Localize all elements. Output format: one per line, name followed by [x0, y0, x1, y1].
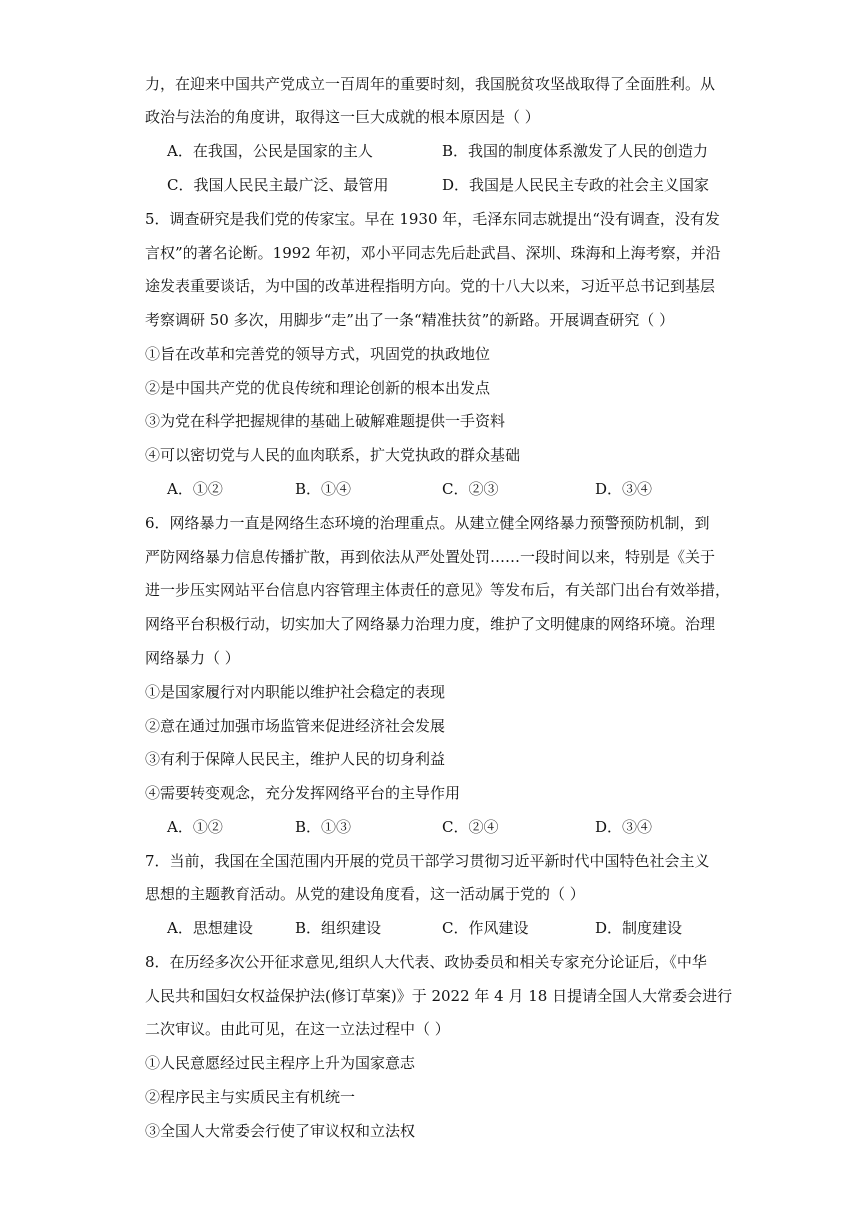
q5-option-c: C．②③: [442, 480, 499, 498]
q8-item-1: ①人民意愿经过民主程序上升为国家意志: [145, 1054, 416, 1072]
q8-stem-line: 人民共和国妇女权益保护法(修订草案)》于 2022 年 4 月 18 日提请全国人大常委会进行: [145, 987, 733, 1005]
q5-item-2: ②是中国共产党的优良传统和理论创新的根本出发点: [145, 379, 491, 397]
q6-item-1: ①是国家履行对内职能以维护社会稳定的表现: [145, 683, 446, 701]
q6-stem-line: 严防网络暴力信息传播扩散，再到依法从严处置处罚……一段时间以来，特别是《关于: [145, 548, 716, 566]
q8-stem-line: 二次审议。由此可见，在这一立法过程中（ ）: [145, 1020, 450, 1038]
q4-options-row: [145, 175, 725, 195]
q5-option-a: A．①②: [167, 480, 223, 498]
q5-item-4: ④可以密切党与人民的血肉联系，扩大党执政的群众基础: [145, 446, 521, 464]
q7-option-a: A．思想建设: [167, 919, 253, 937]
q6-item-2: ②意在通过加强市场监管来促进经济社会发展: [145, 717, 446, 735]
q8-item-2: ②程序民主与实质民主有机统一: [145, 1088, 356, 1106]
q6-option-b: B．①③: [295, 818, 352, 836]
q4-option-b: B．我国的制度体系激发了人民的创造力: [442, 142, 709, 160]
q7-stem-line: 7．当前，我国在全国范围内开展的党员干部学习贯彻习近平新时代中国特色社会主义: [145, 852, 710, 870]
q6-item-3: ③有利于保障人民民主，维护人民的切身利益: [145, 750, 446, 768]
q7-option-b: B．组织建设: [295, 919, 382, 937]
q4-stem-line: 力，在迎来中国共产党成立一百周年的重要时刻，我国脱贫攻坚战取得了全面胜利。从: [145, 75, 716, 93]
q8-stem-line: 8．在历经多次公开征求意见,组织人大代表、政协委员和相关专家充分论证后，《中华: [145, 953, 707, 971]
q4-option-c: C．我国人民民主最广泛、最管用: [167, 176, 389, 194]
q7-options-row: [145, 918, 725, 938]
q6-stem-line: 网络暴力（ ）: [145, 649, 240, 667]
q6-option-d: D．③④: [595, 818, 653, 836]
q7-stem-line: 思想的主题教育活动。从党的建设角度看，这一活动属于党的（ ）: [145, 885, 585, 903]
q8-item-3: ③全国人大常委会行使了审议权和立法权: [145, 1122, 416, 1140]
q6-stem-line: 进一步压实网站平台信息内容管理主体责任的意见》等发布后，有关部门出台有效举措，: [145, 581, 731, 599]
q6-option-a: A．①②: [167, 818, 223, 836]
q5-item-3: ③为党在科学把握规律的基础上破解难题提供一手资料: [145, 412, 506, 430]
q6-item-4: ④需要转变观念，充分发挥网络平台的主导作用: [145, 784, 461, 802]
q5-stem-line: 考察调研 50 多次，用脚步“走”出了一条“精准扶贫”的新路。开展调查研究（ ）: [145, 311, 675, 329]
q5-stem-line: 5．调查研究是我们党的传家宝。早在 1930 年，毛泽东同志就提出“没有调查，没有发: [145, 210, 720, 228]
q7-option-c: C．作风建设: [442, 919, 529, 937]
q6-options-row: [145, 817, 725, 837]
q5-option-d: D．③④: [595, 480, 653, 498]
q5-stem-line: 途发表重要谈话，为中国的改革进程指明方向。党的十八大以来，习近平总书记到基层: [145, 277, 716, 295]
q5-item-1: ①旨在改革和完善党的领导方式，巩固党的执政地位: [145, 345, 491, 363]
q6-stem-line: 6．网络暴力一直是网络生态环境的治理重点。从建立健全网络暴力预警预防机制，到: [145, 514, 710, 532]
q4-options-row: [145, 141, 725, 161]
q7-option-d: D．制度建设: [595, 919, 683, 937]
q5-options-row: [145, 479, 725, 499]
q5-option-b: B．①④: [295, 480, 352, 498]
q4-option-d: D．我国是人民民主专政的社会主义国家: [442, 176, 710, 194]
q4-stem-line: 政治与法治的角度讲，取得这一巨大成就的根本原因是（ ）: [145, 108, 540, 126]
q5-stem-line: 言权”的著名论断。1992 年初，邓小平同志先后赴武昌、深圳、珠海和上海考察，并沿: [145, 244, 721, 262]
q4-option-a: A．在我国，公民是国家的主人: [167, 142, 373, 160]
q6-stem-line: 网络平台积极行动，切实加大了网络暴力治理力度，维护了文明健康的网络环境。治理: [145, 615, 716, 633]
q6-option-c: C．②④: [442, 818, 499, 836]
